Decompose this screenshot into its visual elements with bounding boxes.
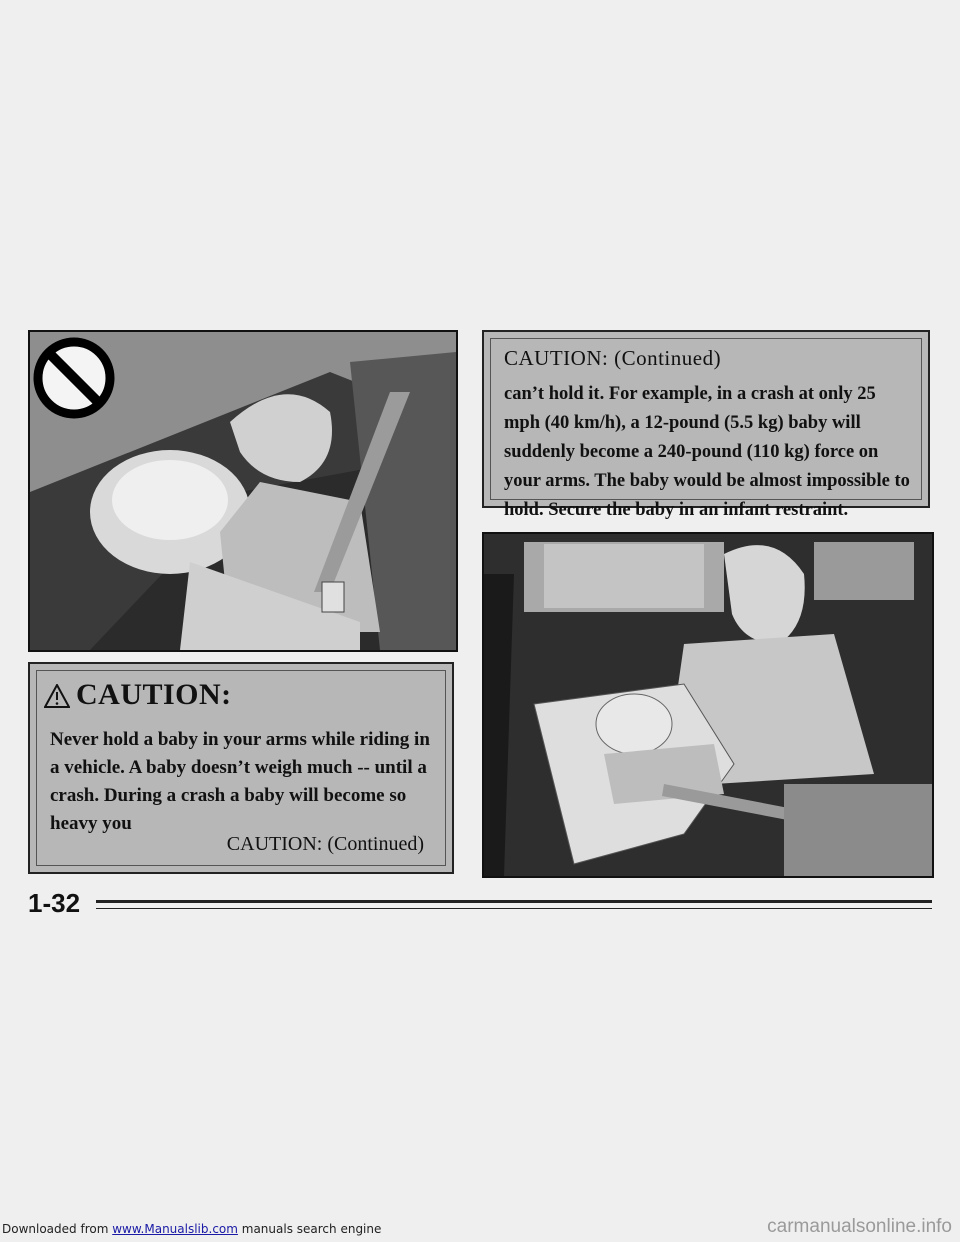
footer-rule-thin (96, 908, 932, 909)
illustration-infant-restraint (482, 532, 934, 878)
footer-rule (96, 900, 932, 903)
caution-continued-text: can’t hold it. For example, in a crash at only 25 mph (40 km/h), a 12-pound (5.5 kg) baby will suddenly become a 240-pound (110 kg) force on your arms. The baby would be almost impossible to hold. Secure the baby in an infant restraint. (504, 384, 910, 520)
page-number: 1-32 (28, 888, 81, 918)
illustration-holding-baby-drawing (30, 332, 456, 650)
continued-label: CAUTION: (Continued) (226, 833, 424, 855)
footer-suffix: manuals search engine (237, 1222, 382, 1236)
caution-box-start (28, 662, 454, 874)
illustration-holding-baby (28, 330, 458, 652)
prohibited-icon (38, 342, 110, 414)
manualslib-link[interactable]: www.Manualslib.com (112, 1222, 238, 1236)
download-footer (2, 1222, 381, 1236)
caution-title: CAUTION: (76, 678, 232, 711)
warning-triangle-icon (44, 684, 70, 708)
caution-continued-title: CAUTION: (Continued) (504, 346, 722, 370)
illustration-infant-restraint-drawing (484, 534, 932, 876)
caution-box-continued (482, 330, 930, 520)
caution-text: Never hold a baby in your arms while riding in a vehicle. A baby doesn’t weigh much -- until a crash. During a crash a baby will become so heavy you (50, 729, 430, 834)
watermark: carmanualsonline.info (767, 1216, 952, 1237)
footer-prefix: Downloaded from (2, 1222, 113, 1236)
